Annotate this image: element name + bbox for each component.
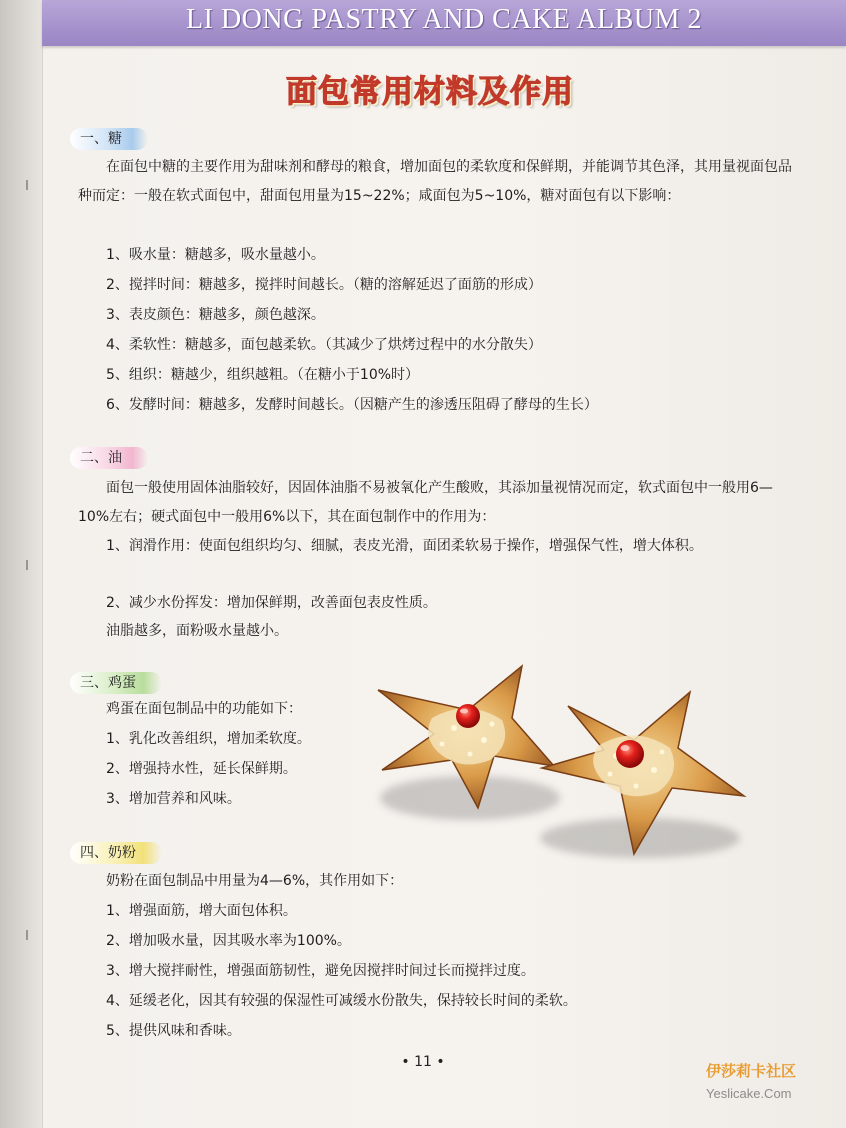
sugar-item: 2、搅拌时间：糖越多，搅拌时间越长。（糖的溶解延迟了面筋的形成） — [106, 277, 542, 293]
sugar-item: 1、吸水量：糖越多，吸水量越小。 — [106, 247, 325, 263]
egg-intro: 鸡蛋在面包制品中的功能如下： — [106, 701, 302, 717]
milk-item: 4、延缓老化，因其有较强的保湿性可减缓水份散失，保持较长时间的柔软。 — [106, 993, 577, 1009]
oil-item: 2、减少水份挥发：增加保鲜期，改善面包表皮性质。 — [106, 595, 437, 611]
album-title: LI DONG PASTRY AND CAKE ALBUM 2 — [186, 4, 702, 35]
milk-item: 5、提供风味和香味。 — [106, 1023, 241, 1039]
page-number: • 11 • — [401, 1054, 445, 1070]
milk-item: 2、增加吸水量，因其吸水率为100%。 — [106, 933, 351, 949]
page-heading: 面包常用材料及作用 — [286, 74, 574, 110]
book-binding — [0, 0, 43, 1128]
watermark-en: Yeslicake.Com — [706, 1086, 792, 1101]
milk-item: 3、增大搅拌耐性，增强面筋韧性，避免因搅拌时间过长而搅拌过度。 — [106, 963, 535, 979]
watermark-cn: 伊莎莉卡社区 — [706, 1062, 797, 1080]
sugar-item: 5、组织：糖越少，组织越粗。（在糖小于10%时） — [106, 367, 420, 383]
pinwheel-pastry-photo — [372, 648, 752, 864]
milk-intro: 奶粉在面包制品中用量为4—6%，其作用如下： — [106, 873, 404, 889]
binding-stitch — [26, 560, 28, 570]
egg-item: 2、增强持水性，延长保鲜期。 — [106, 761, 297, 777]
section-tag-milk-powder: 四、奶粉 — [70, 842, 162, 864]
sugar-item: 6、发酵时间：糖越多，发酵时间越长。（因糖产生的渗透压阻碍了酵母的生长） — [106, 397, 598, 413]
section-tag-oil: 二、油 — [70, 447, 148, 469]
milk-item: 1、增强面筋，增大面包体积。 — [106, 903, 297, 919]
section-tag-sugar: 一、糖 — [70, 128, 148, 150]
egg-item: 3、增加营养和风味。 — [106, 791, 241, 807]
binding-stitch — [26, 180, 28, 190]
header-band — [42, 0, 846, 46]
section-tag-egg: 三、鸡蛋 — [70, 672, 162, 694]
oil-item: 1、润滑作用：使面包组织均匀、细腻，表皮光滑，面团柔软易于操作，增强保气性，增大体积。 — [106, 538, 703, 554]
oil-note: 油脂越多，面粉吸水量越小。 — [106, 623, 288, 639]
egg-item: 1、乳化改善组织，增加柔软度。 — [106, 731, 311, 747]
sugar-intro: 在面包中糖的主要作用为甜味剂和酵母的粮食，增加面包的柔软度和保鲜期，并能调节其色泽，其用量视面包品种而定：一般在软式面包中，甜面包用量为15~22%；咸面包为5~10%，糖对面包有以下影响： — [78, 159, 792, 204]
sugar-item: 3、表皮颜色：糖越多，颜色越深。 — [106, 307, 325, 323]
binding-stitch — [26, 930, 28, 940]
oil-intro: 面包一般使用固体油脂较好，因固体油脂不易被氧化产生酸败，其添加量视情况而定，软式面包中一般用6—10%左右；硬式面包中一般用6%以下，其在面包制作中的作用为： — [78, 480, 773, 525]
sugar-item: 4、柔软性：糖越多，面包越柔软。（其减少了烘烤过程中的水分散失） — [106, 337, 542, 353]
